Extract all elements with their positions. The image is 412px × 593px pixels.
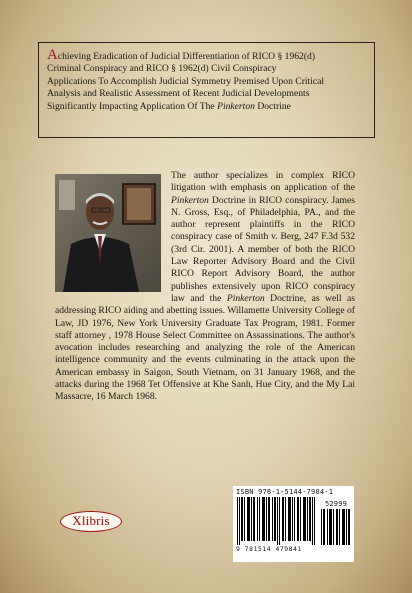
- bio-text: Doctrine in RICO conspiracy. James N. Gross, Esq., of Philadelphia, PA., and the author represent plaintiffs in the RICO conspiracy case of Smith v. Berg, 247 F.3d 532 (3rd Cir. 2001). A member of both the RICO Law Reporter Advisory Board and the Civil RICO Report Advisory Board, the author publishes extensively upon RICO conspiracy law and the: [171, 194, 355, 304]
- xlibris-logo: Xlibris: [60, 511, 122, 532]
- description-line: chieving Eradication of Judicial Differentiation of RICO § 1962(d): [57, 51, 316, 62]
- ean-bars-icon: [236, 497, 318, 545]
- drop-cap: A: [47, 47, 58, 63]
- description-line: Criminal Conspiracy and RICO § 1962(d) Civil Conspiracy: [47, 63, 277, 75]
- price-bars-icon: [321, 509, 351, 545]
- isbn-barcode: [233, 486, 354, 562]
- book-description: [47, 47, 366, 113]
- description-line: Doctrine: [254, 100, 291, 112]
- bio-text: Doctrine, as well as addressing RICO aiding and abetting issues. Willamette University College of Law, JD 1976, New York University Graduate Tax Program, 1981. Former staff attorney , 1978 House Select Committee on Assassinations. The author's avocation includes researching and analyzing the role of the American intelligence community and the events culminating in the attack upon the American embassy in Saigon, South Vietnam, on 31 January 1968, and the attacks during the 1968 Tet Offensive at Khe Sanh, Hue City, and the My Lai Massacre, 16 March 1968.: [55, 292, 355, 403]
- pinkerton-italic: Pinkerton: [171, 194, 209, 206]
- isbn-label: [236, 488, 351, 497]
- description-line: Significantly Impacting Application Of The: [47, 100, 218, 112]
- pinkerton-italic: Pinkerton: [226, 292, 265, 304]
- description-line: Analysis and Realistic Assessment of Recent Judicial Developments: [47, 88, 310, 100]
- bio-text: The author specializes in complex RICO litigation with emphasis on application of the: [171, 170, 355, 194]
- author-portrait-icon: [55, 174, 161, 292]
- isbn-number: ISBN 978-1-5144-7984-1: [236, 488, 334, 496]
- description-line: Applications To Accomplish Judicial Symmetry Premised Upon Critical: [47, 75, 325, 87]
- ean-digits: 9 781514 479841: [236, 546, 302, 553]
- author-photo: [55, 174, 165, 295]
- title-frame: [38, 42, 375, 138]
- price-code: 52999: [324, 500, 348, 508]
- price-barcode: [321, 500, 351, 545]
- barcode-row: [236, 497, 351, 545]
- author-bio: [55, 170, 355, 404]
- pinkerton-italic: Pinkerton: [217, 100, 255, 112]
